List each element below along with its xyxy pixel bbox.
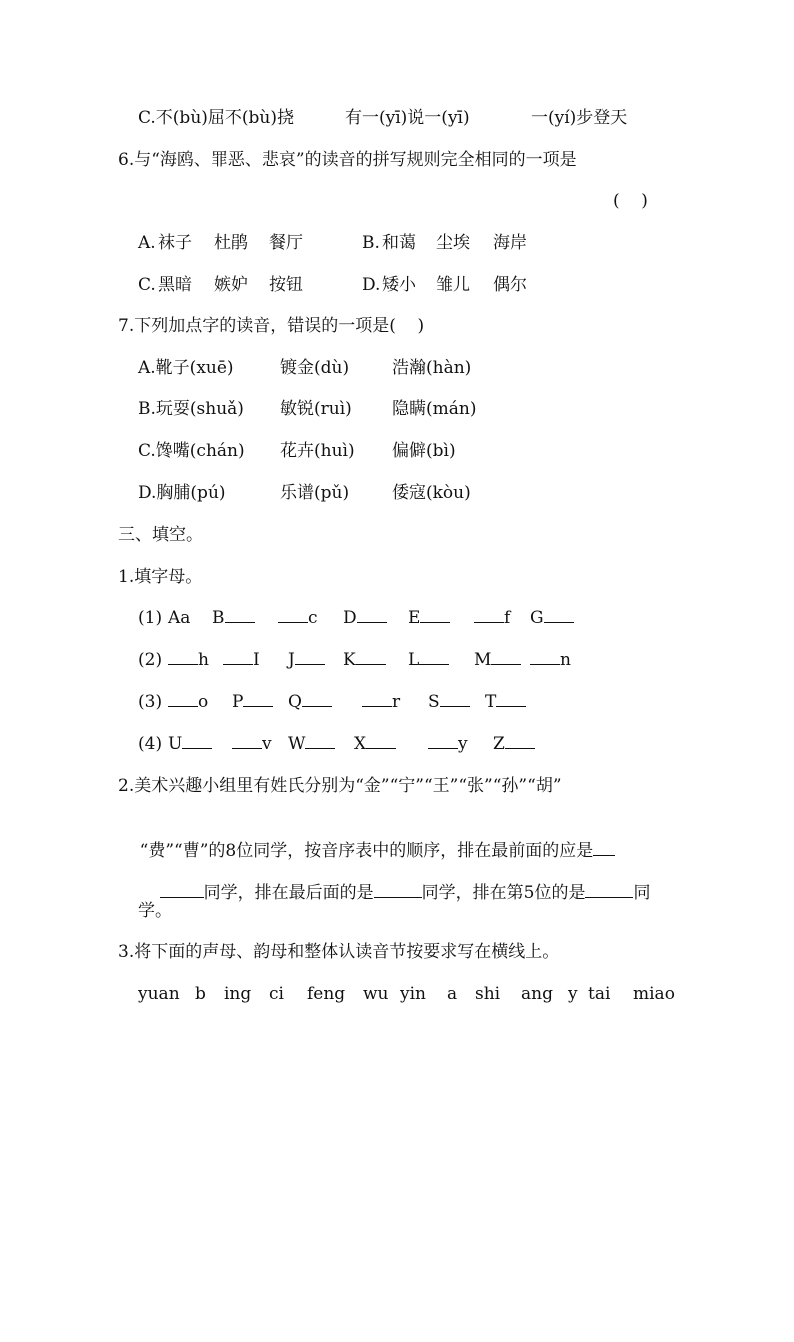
letter-item: K [343, 648, 386, 672]
letter-item: L [408, 648, 449, 672]
q6-option-a-word-1: 袜子 [158, 233, 192, 253]
answer-blank[interactable] [419, 648, 449, 665]
q6-option-c-letter: C. [138, 275, 156, 295]
letter-item: M [474, 648, 521, 672]
answer-blank[interactable] [278, 606, 308, 623]
fill2-line-3-c: 同 [633, 883, 651, 903]
q7-d-3: 倭寇(kòu) [392, 483, 471, 503]
q6-option-b-letter: B. [362, 233, 380, 253]
q7-a-1: A.靴子(xuē) [138, 358, 234, 378]
fill1-row-3-label: (3) [138, 692, 163, 712]
section-title: 三、填空。 [118, 525, 203, 545]
fill1-row-4-label: (4) [138, 734, 163, 754]
q7-c-2: 花卉(huì) [280, 441, 355, 461]
letter-item: Q [288, 690, 332, 714]
syllable: y [568, 984, 578, 1004]
answer-blank[interactable] [530, 648, 560, 665]
q6-answer-paren: ( ) [613, 191, 648, 211]
fill2-line-3 [138, 857, 650, 929]
q7-d-1: D.胸脯(pú) [138, 483, 226, 503]
letter-item: W [288, 732, 335, 756]
letter-item: n [530, 648, 571, 672]
answer-blank[interactable] [232, 732, 262, 749]
q6-option-c-word-2: 嫉妒 [214, 275, 248, 295]
fill2-line-4: 学。 [138, 901, 172, 921]
letter-item: D [343, 606, 387, 630]
q6-option-b-word-1: 和蔼 [382, 233, 416, 253]
letter-item: G [530, 606, 574, 630]
q5-option-c-c: 一(yí)步登天 [531, 108, 628, 128]
fill3-stem: 3.将下面的声母、韵母和整体认读音节按要求写在横线上。 [118, 942, 560, 962]
q5-option-c-b: 有一(yī)说一(yī) [345, 108, 470, 128]
fill2-line-3-b: 同学，排在第5位的是 [421, 883, 586, 903]
answer-blank[interactable] [362, 690, 392, 707]
answer-blank[interactable] [474, 606, 504, 623]
syllable: shi [475, 984, 501, 1004]
letter-item: y [428, 732, 468, 756]
answer-blank[interactable] [168, 690, 198, 707]
answer-blank[interactable] [491, 648, 521, 665]
q6-option-a-word-2: 杜鹃 [214, 233, 248, 253]
letter-item: r [362, 690, 400, 714]
letter-item: Z [493, 732, 535, 756]
letter-item: J [288, 648, 325, 672]
letter-item: c [278, 606, 318, 630]
answer-blank[interactable] [440, 690, 470, 707]
letter-item: S [428, 690, 470, 714]
fill3-syllables [138, 982, 675, 1342]
answer-blank[interactable] [225, 606, 255, 623]
q7-b-1: B.玩耍(shuǎ) [138, 399, 244, 419]
syllable: b [195, 984, 206, 1004]
fill1-row-2-label: (2) [138, 650, 163, 670]
letter-item: T [485, 690, 526, 714]
answer-blank[interactable] [593, 839, 615, 856]
q6-option-c-word-1: 黑暗 [158, 275, 192, 295]
q7-a-2: 镀金(dù) [280, 358, 350, 378]
letter-item: o [168, 690, 208, 714]
letter-item: v [232, 732, 272, 756]
q5-option-c-a: C.不(bù)屈不(bù)挠 [138, 108, 294, 128]
answer-blank[interactable] [356, 648, 386, 665]
answer-blank[interactable] [357, 606, 387, 623]
syllable: ci [269, 984, 284, 1004]
answer-blank[interactable] [168, 648, 198, 665]
answer-blank[interactable] [160, 881, 204, 898]
answer-blank[interactable] [496, 690, 526, 707]
fill2-line-3-a: 同学，排在最后面的是 [203, 883, 374, 903]
answer-blank[interactable] [223, 648, 253, 665]
q6-option-d-letter: D. [362, 275, 381, 295]
fill2-line-1: 2.美术兴趣小组里有姓氏分别为“金”“宁”“王”“张”“孙”“胡” [118, 776, 562, 796]
fill1-stem: 1.填字母。 [118, 567, 203, 587]
q7-c-3: 偏僻(bì) [392, 441, 456, 461]
letter-item: X [354, 732, 396, 756]
answer-blank[interactable] [544, 606, 574, 623]
syllable: a [447, 984, 458, 1004]
q6-option-b-word-2: 尘埃 [436, 233, 470, 253]
q6-option-d-word-1: 矮小 [382, 275, 416, 295]
answer-blank[interactable] [305, 732, 335, 749]
letter-item: P [232, 690, 273, 714]
answer-blank[interactable] [243, 690, 273, 707]
fill1-row-1-label: (1) [138, 608, 163, 628]
letter-item: B [212, 606, 255, 630]
letter-item: h [168, 648, 209, 672]
letter-item: U [168, 732, 212, 756]
letter-item: I [223, 648, 260, 672]
q7-b-3: 隐瞒(mán) [392, 399, 477, 419]
answer-blank[interactable] [420, 606, 450, 623]
letter-pair: Aa [168, 608, 191, 628]
q6-option-d-word-2: 雏儿 [436, 275, 470, 295]
q6-option-c-word-3: 按钮 [269, 275, 303, 295]
syllable: wu [363, 984, 389, 1004]
syllable: ang [521, 984, 553, 1004]
fill2-line-2-text: “费”“曹”的8位同学，按音序表中的顺序，排在最前面的应是 [139, 841, 594, 861]
q7-stem: 7.下列加点字的读音，错误的一项是( ) [118, 316, 425, 336]
q6-option-d-word-3: 偶尔 [493, 275, 527, 295]
answer-blank[interactable] [505, 732, 535, 749]
letter-item: f [474, 606, 510, 630]
q6-stem: 6.与“海鸥、罪恶、悲哀”的读音的拼写规则完全相同的一项是 [118, 150, 577, 170]
answer-blank[interactable] [182, 732, 212, 749]
q7-d-2: 乐谱(pǔ) [280, 483, 350, 503]
q7-c-1: C.馋嘴(chán) [138, 441, 245, 461]
syllable: tai [588, 984, 611, 1004]
q7-a-3: 浩瀚(hàn) [392, 358, 472, 378]
answer-blank[interactable] [295, 648, 325, 665]
q6-option-a-letter: A. [138, 233, 156, 253]
answer-blank[interactable] [428, 732, 458, 749]
syllable: miao [633, 984, 675, 1004]
q6-option-a-word-3: 餐厅 [269, 233, 303, 253]
answer-blank[interactable] [302, 690, 332, 707]
syllable: ing [224, 984, 252, 1004]
q7-b-2: 敏锐(ruì) [280, 399, 352, 419]
syllable: feng [307, 984, 346, 1004]
q6-option-b-word-3: 海岸 [493, 233, 527, 253]
letter-item: E [408, 606, 450, 630]
answer-blank[interactable] [366, 732, 396, 749]
syllable: yin [400, 984, 426, 1004]
syllable: yuan [138, 984, 180, 1004]
answer-blank[interactable] [374, 881, 422, 898]
answer-blank[interactable] [585, 881, 633, 898]
